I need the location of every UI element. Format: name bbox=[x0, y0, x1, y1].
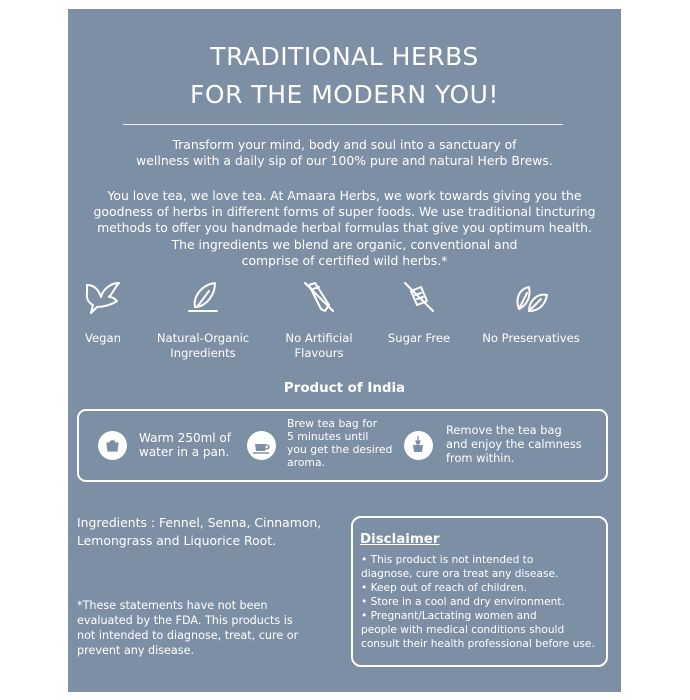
disclaimer-box bbox=[351, 516, 608, 667]
quill-leaf-icon bbox=[183, 279, 223, 315]
text-line: people with medical conditions should bbox=[361, 624, 565, 636]
disclaimer-heading: Disclaimer bbox=[360, 532, 440, 547]
dove-icon bbox=[83, 279, 123, 315]
headline-line-1: TRADITIONAL HERBS bbox=[210, 42, 479, 71]
teacup-icon bbox=[247, 431, 276, 460]
text-line: water in a pan. bbox=[139, 445, 230, 459]
product-info-panel bbox=[68, 9, 621, 692]
disclaimer-list bbox=[359, 553, 607, 651]
feature-label: Ingredients bbox=[170, 346, 236, 360]
tea-bag-icon bbox=[404, 431, 433, 460]
text-line: *These statements have not been bbox=[77, 599, 268, 612]
text-line: • This product is not intended to bbox=[361, 554, 534, 566]
text-line: from within. bbox=[446, 451, 515, 465]
text-line: evaluated by the FDA. This products is bbox=[77, 614, 293, 627]
list-item bbox=[359, 595, 607, 609]
leaves-icon bbox=[511, 279, 551, 315]
text-line: goodness of herbs in different forms of super foods. We use traditional tincturing bbox=[93, 204, 596, 220]
brewing-steps-box bbox=[77, 409, 608, 482]
text-line: methods to offer you handmade herbal formulas that give you optimum health. bbox=[97, 220, 592, 236]
list-item bbox=[359, 609, 607, 651]
product-origin: Product of India bbox=[283, 381, 406, 396]
list-item bbox=[359, 553, 607, 581]
text-line: • Pregnant/Lactating women and bbox=[361, 610, 537, 622]
intro-paragraph-2 bbox=[88, 188, 601, 269]
text-line: Warm 250ml of bbox=[139, 431, 231, 445]
fda-note bbox=[77, 598, 337, 658]
feature-no-preservatives bbox=[476, 279, 586, 346]
text-line: and enjoy the calmness bbox=[446, 437, 582, 451]
text-line: you get the desired bbox=[287, 443, 393, 456]
text-line: You love tea, we love tea. At Amaara Herbs, we work towards giving you the bbox=[107, 188, 582, 203]
feature-label: No Preservatives bbox=[482, 331, 580, 345]
step-2-text bbox=[287, 417, 392, 469]
text-line: • Store in a cool and dry environment. bbox=[361, 596, 565, 608]
text-line: The ingredients we blend are organic, conventional and bbox=[171, 236, 518, 252]
text-line: not intended to diagnose, treat, cure or bbox=[77, 629, 299, 642]
text-line: Remove the tea bag bbox=[446, 423, 562, 437]
divider bbox=[123, 124, 563, 125]
text-line: Brew tea bag for bbox=[287, 417, 378, 430]
text-line: consult their health professional before use. bbox=[361, 638, 595, 650]
text-line: comprise of certified wild herbs.* bbox=[241, 252, 448, 268]
feature-label: Natural-Organic bbox=[156, 331, 250, 345]
text-line: aroma. bbox=[287, 456, 325, 469]
feature-label: Vegan bbox=[85, 331, 121, 345]
feature-label: No Artificial bbox=[285, 331, 353, 345]
ingredients-text bbox=[77, 514, 337, 550]
feature-natural-organic bbox=[148, 279, 258, 361]
no-artificial-icon bbox=[299, 279, 339, 315]
feature-label: Flavours bbox=[294, 346, 344, 360]
text-line: diagnose, cure ora treat any disease. bbox=[361, 568, 559, 580]
text-line: prevent any disease. bbox=[77, 644, 195, 657]
text-line: wellness with a daily sip of our 100% pure and natural Herb Brews. bbox=[136, 153, 553, 169]
list-item bbox=[359, 581, 607, 595]
step-1-text bbox=[139, 431, 231, 459]
step-3-text bbox=[446, 423, 582, 465]
text-line: • Keep out of reach of children. bbox=[361, 582, 527, 594]
text-line: Transform your mind, body and soul into a sanctuary of bbox=[172, 137, 517, 152]
kettle-icon bbox=[98, 431, 127, 460]
text-line: 5 minutes until bbox=[287, 430, 369, 443]
intro-paragraph-1 bbox=[88, 137, 601, 169]
feature-no-artificial bbox=[264, 279, 374, 361]
text-line: Ingredients : Fennel, Senna, Cinnamon, bbox=[77, 515, 322, 530]
feature-sugar-free bbox=[364, 279, 474, 346]
feature-vegan bbox=[48, 279, 158, 346]
headline-line-2: FOR THE MODERN YOU! bbox=[190, 80, 499, 109]
no-sugar-icon bbox=[399, 279, 439, 315]
feature-label: Sugar Free bbox=[387, 331, 451, 345]
text-line: Lemongrass and Liquorice Root. bbox=[77, 533, 277, 548]
